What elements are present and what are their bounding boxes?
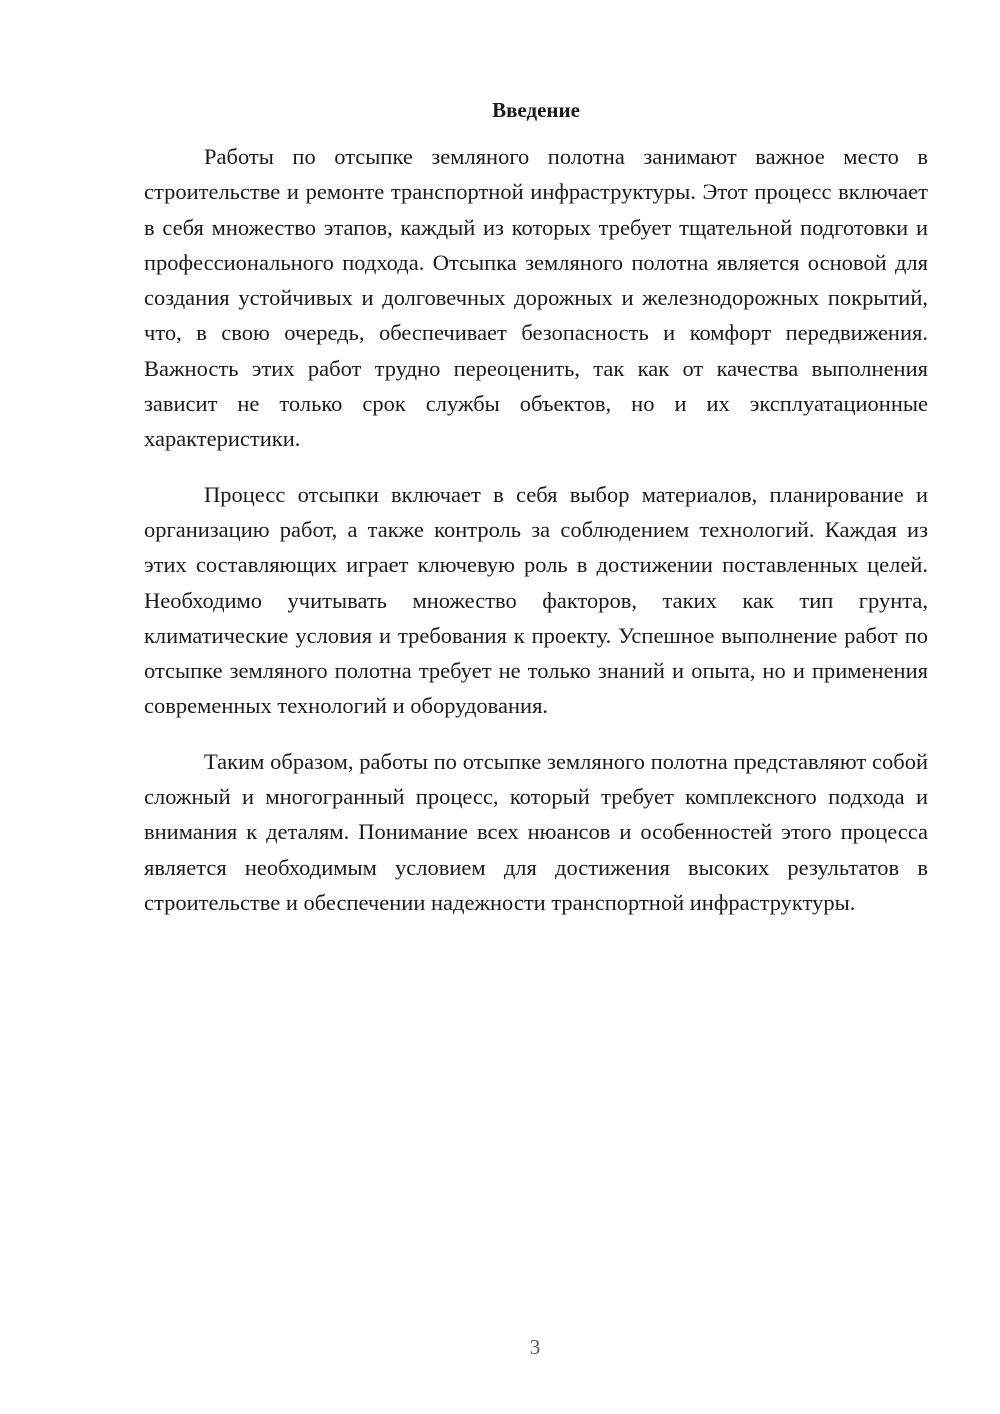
paragraph-2: Процесс отсыпки включает в себя выбор материалов, планирование и организацию работ, а также контроль за соблюдением технологий. Каждая из этих составляющих играет ключевую роль в достижении поставленных целей. Необходимо учитывать множество факторов, таких как тип грунта, климатические условия и требования к проекту. Успешное выполнение работ по отсыпке земляного полотна требует не только знаний и опыта, но и применения современных технологий и оборудования. [144,481,928,719]
paragraph-1: Работы по отсыпке земляного полотна занимают важное место в строительстве и ремонте транспортной инфраструктуры. Этот процесс включает в себя множество этапов, каждый из которых требует тщательной подготовки и профессионального подхода. Отсыпка земляного полотна является основой для создания устойчивых и долговечных дорожных и железнодорожных покрытий, что, в свою очередь, обеспечивает безопасность и комфорт передвижения. Важность этих работ трудно переоценить, так как от качества выполнения зависит не только срок службы объектов, но и их эксплуатационные характеристики. [144,144,928,452]
page-content [144,95,928,940]
section-title: Введение [492,98,580,122]
page-number: 3 [529,1335,541,1359]
paragraph-3: Таким образом, работы по отсыпке земляного полотна представляют собой сложный и многогранный процесс, который требует комплексного подхода и внимания к деталям. Понимание всех нюансов и особенностей этого процесса является необходимым условием для достижения высоких результатов в строительстве и обеспечении надежности транспортной инфраструктуры. [144,748,928,915]
